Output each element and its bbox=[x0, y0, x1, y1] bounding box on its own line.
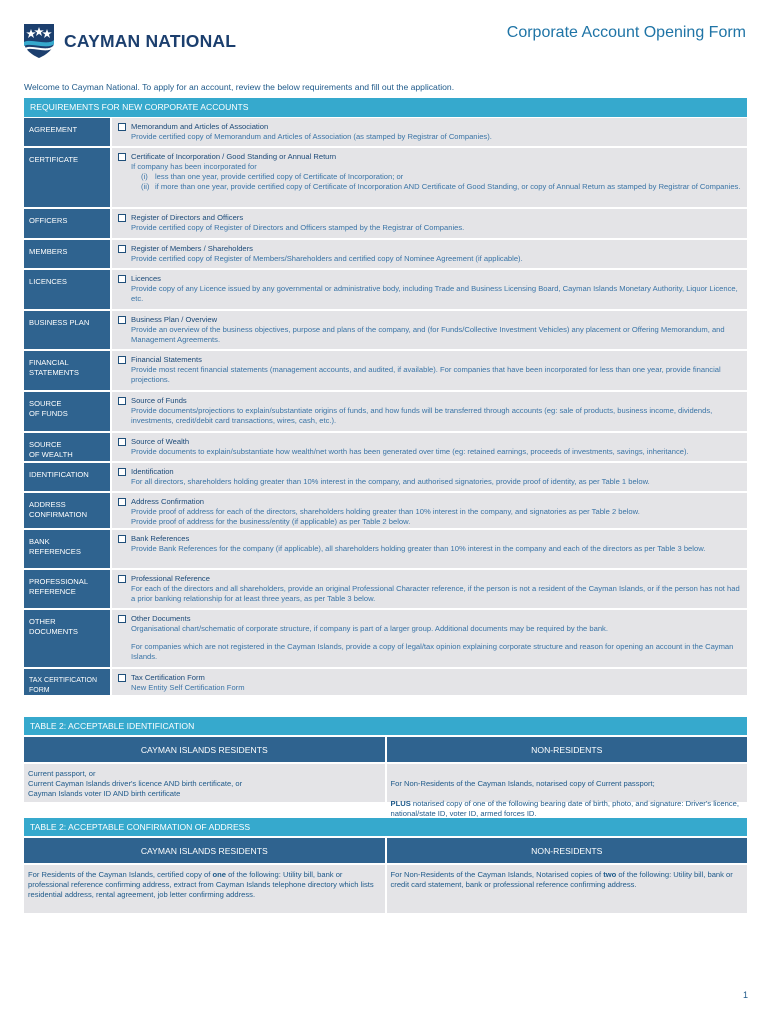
requirement-description: If company has been incorporated for bbox=[131, 162, 257, 171]
requirement-content bbox=[110, 610, 747, 667]
requirement-description: New Entity Self Certification Form bbox=[131, 683, 245, 692]
requirement-label: FINANCIAL STATEMENTS bbox=[24, 351, 110, 390]
requirement-checkbox[interactable] bbox=[118, 275, 126, 283]
requirement-row-licences bbox=[24, 270, 747, 311]
requirement-content bbox=[110, 463, 747, 491]
requirement-description: Provide documents to explain/substantiate how wealth/net worth has been generated over time (eg: retained earnings, proceeds of investments, savings, inheritance). bbox=[131, 447, 689, 456]
requirement-checkbox[interactable] bbox=[118, 674, 126, 682]
plus-emphasis: PLUS bbox=[390, 799, 411, 808]
requirement-row-bank-references bbox=[24, 530, 747, 570]
requirement-content bbox=[110, 148, 747, 207]
requirement-title: Business Plan / Overview bbox=[131, 315, 218, 324]
requirement-checkbox[interactable] bbox=[118, 153, 126, 161]
requirement-label: CERTIFICATE bbox=[24, 148, 110, 207]
cayman-national-logo bbox=[22, 22, 262, 62]
requirement-checkbox[interactable] bbox=[118, 535, 126, 543]
requirement-title: Professional Reference bbox=[131, 574, 210, 583]
requirement-title: Source of Wealth bbox=[131, 437, 190, 446]
requirement-label: IDENTIFICATION bbox=[24, 463, 110, 491]
two-emphasis: two bbox=[603, 870, 617, 879]
non-residents-id-text: For Non-Residents of the Cayman Islands, notarised copy of Current passport; bbox=[390, 779, 655, 788]
requirement-description: Provide an overview of the business objectives, purpose and plans of the company, and (for Funds/Collective Investment Vehicles) any placement or Offering Memorandum, and Management Agreements. bbox=[131, 325, 725, 344]
requirement-row-address-confirmation bbox=[24, 493, 747, 530]
requirement-content bbox=[110, 240, 747, 268]
welcome-text: Welcome to Cayman National. To apply for an account, review the below requirements and fill out the application. bbox=[24, 82, 455, 92]
column-header-non-residents: NON-RESIDENTS bbox=[387, 737, 748, 762]
sub-list-item bbox=[141, 172, 741, 182]
residents-address-text-rest: of the following: Utility bill, bank or professional reference confirming address, extract from Cayman Islands telephone directory which lists residential address, rental agreement, job letter confirming address. bbox=[28, 870, 374, 899]
residents-address-text: For Residents of the Cayman Islands, certified copy of bbox=[28, 870, 213, 879]
residents-address-cell bbox=[24, 865, 385, 913]
address-table-heading: TABLE 2: ACCEPTABLE CONFIRMATION OF ADDRESS bbox=[24, 818, 747, 836]
requirements-table bbox=[24, 118, 747, 697]
requirement-row-other-documents bbox=[24, 610, 747, 669]
requirement-row-source-of-funds bbox=[24, 392, 747, 433]
column-header-residents: CAYMAN ISLANDS RESIDENTS bbox=[24, 737, 385, 762]
requirement-description: Organisational chart/schematic of corporate structure, if company is part of a larger group. Additional documents may be required by the bank. bbox=[131, 624, 608, 633]
requirement-checkbox[interactable] bbox=[118, 498, 126, 506]
requirement-checkbox[interactable] bbox=[118, 468, 126, 476]
non-residents-address-text: For Non-Residents of the Cayman Islands, Notarised copies of bbox=[390, 870, 604, 879]
requirement-title: Source of Funds bbox=[131, 396, 187, 405]
requirement-row-source-of-wealth bbox=[24, 433, 747, 463]
requirement-description: Provide certified copy of Memorandum and Articles of Association (as stamped by Registrar of Companies). bbox=[131, 132, 492, 141]
requirement-title: Bank References bbox=[131, 534, 190, 543]
requirements-heading: REQUIREMENTS FOR NEW CORPORATE ACCOUNTS bbox=[24, 98, 747, 117]
requirement-sub-list bbox=[131, 172, 741, 192]
requirement-title: Licences bbox=[131, 274, 161, 283]
requirement-description-secondary: Provide proof of address for the business/entity (if applicable) as per Table 2 below. bbox=[131, 517, 411, 526]
identification-table-heading: TABLE 2: ACCEPTABLE IDENTIFICATION bbox=[24, 717, 747, 735]
requirement-row-financial-statements bbox=[24, 351, 747, 392]
requirement-row-members bbox=[24, 240, 747, 270]
requirement-content bbox=[110, 209, 747, 238]
requirement-row-tax-certification bbox=[24, 669, 747, 697]
identification-table bbox=[24, 717, 747, 818]
requirement-description: For all directors, shareholders holding greater than 10% interest in the company, and authorised signatories, provide proof of identity, as per Table 1 below. bbox=[131, 477, 650, 486]
non-residents-identification-cell bbox=[387, 764, 748, 818]
sub-item-number: (i) bbox=[141, 172, 148, 181]
requirement-description: Provide proof of address for each of the directors, shareholders holding greater than 10% interest in the company, and signatories as per Table 2 below. bbox=[131, 507, 640, 516]
requirement-row-agreement bbox=[24, 118, 747, 148]
brand-name: CAYMAN NATIONAL bbox=[64, 31, 237, 51]
requirement-title: Identification bbox=[131, 467, 174, 476]
requirement-description: Provide documents/projections to explain/substantiate origins of funds, and how funds will be transferred through accounts (eg: sale of products, business income, dividends, investments, credit/debit card transactions, wires, cash, etc.). bbox=[131, 406, 713, 425]
requirement-title: Other Documents bbox=[131, 614, 191, 623]
requirement-content bbox=[110, 311, 747, 349]
requirement-label: OFFICERS bbox=[24, 209, 110, 238]
requirement-label: SOURCE OF WEALTH bbox=[24, 433, 110, 461]
form-title: Corporate Account Opening Form bbox=[506, 24, 746, 41]
non-residents-id-text-plus: notarised copy of one of the following bearing date of birth, photo, and signature: Driver's licence, national/state ID, voter ID, armed forces ID. bbox=[390, 799, 739, 818]
requirement-checkbox[interactable] bbox=[118, 123, 126, 131]
requirement-content bbox=[110, 493, 747, 528]
requirement-content bbox=[110, 351, 747, 390]
one-emphasis: one bbox=[212, 870, 226, 879]
requirement-row-identification bbox=[24, 463, 747, 493]
requirement-checkbox[interactable] bbox=[118, 316, 126, 324]
requirement-checkbox[interactable] bbox=[118, 356, 126, 364]
page-header bbox=[0, 0, 770, 70]
requirement-title: Register of Members / Shareholders bbox=[131, 244, 253, 253]
requirement-content bbox=[110, 270, 747, 309]
requirement-title: Address Confirmation bbox=[131, 497, 205, 506]
requirement-row-business-plan bbox=[24, 311, 747, 351]
requirement-content bbox=[110, 669, 747, 695]
sub-item-text: if more than one year, provide certified copy of Certificate of Incorporation AND Certificate of Good Standing, or copy of Annual Return as stamped by Registrar of Companies. bbox=[155, 182, 741, 191]
sub-item-text: less than one year, provide certified copy of Certificate of Incorporation; or bbox=[155, 172, 404, 181]
requirement-checkbox[interactable] bbox=[118, 245, 126, 253]
requirement-row-officers bbox=[24, 209, 747, 240]
requirement-checkbox[interactable] bbox=[118, 575, 126, 583]
requirement-label: TAX CERTIFICATION FORM bbox=[24, 669, 110, 695]
requirement-label: BUSINESS PLAN bbox=[24, 311, 110, 349]
shield-stars-icon bbox=[22, 22, 56, 60]
requirement-content bbox=[110, 392, 747, 431]
requirement-row-professional-reference bbox=[24, 570, 747, 610]
requirement-content bbox=[110, 118, 747, 146]
requirement-description-secondary: For companies which are not registered in the Cayman Islands, provide a copy of legal/tax opinion explaining corporate structure and reason for opening an account in the Cayman Islands. bbox=[131, 642, 734, 661]
requirement-content bbox=[110, 530, 747, 568]
requirement-label: BANK REFERENCES bbox=[24, 530, 110, 568]
address-table bbox=[24, 818, 747, 913]
requirement-checkbox[interactable] bbox=[118, 397, 126, 405]
non-residents-address-text-rest: of the following: Utility bill, bank or credit card statement, bank or professional reference confirming address. bbox=[390, 870, 733, 889]
requirement-title: Memorandum and Articles of Association bbox=[131, 122, 269, 131]
requirement-checkbox[interactable] bbox=[118, 438, 126, 446]
column-header-non-residents: NON-RESIDENTS bbox=[387, 838, 748, 863]
requirement-label: MEMBERS bbox=[24, 240, 110, 268]
requirement-label: LICENCES bbox=[24, 270, 110, 309]
requirement-title: Tax Certification Form bbox=[131, 673, 205, 682]
requirement-description: Provide most recent financial statements (management accounts, and audited, if available). For companies that have been incorporated for less than one year, provide financial projections. bbox=[131, 365, 721, 384]
requirement-description: Provide certified copy of Register of Directors and Officers stamped by the Registrar of Companies. bbox=[131, 223, 465, 232]
requirement-checkbox[interactable] bbox=[118, 214, 126, 222]
sub-item-number: (ii) bbox=[141, 182, 150, 191]
requirement-label: ADDRESS CONFIRMATION bbox=[24, 493, 110, 528]
requirement-description: Provide Bank References for the company (if applicable), all shareholders holding greater than 10% interest in the company and each of the directors as per Table 3 below. bbox=[131, 544, 706, 553]
non-residents-address-cell bbox=[387, 865, 748, 913]
requirement-description: Provide copy of any Licence issued by any governmental or administrative body, including Trade and Business Licensing Board, Cayman Islands Monetary Authority, Liquor Licence, etc. bbox=[131, 284, 738, 303]
requirement-content bbox=[110, 570, 747, 608]
requirement-description: For each of the directors and all shareholders, provide an original Professional Character reference, if the person is not a resident of the Cayman Islands, or if the person has not had a prior banking relationship for at least three years, as per Table 3 below. bbox=[131, 584, 740, 603]
requirement-description: Provide certified copy of Register of Members/Shareholders and certified copy of Nominee Agreement (if applicable). bbox=[131, 254, 523, 263]
residents-identification-cell: Current passport, or Current Cayman Islands driver's licence AND birth certificate, or Cayman Islands voter ID AND birth certificate bbox=[24, 764, 385, 802]
requirement-label: AGREEMENT bbox=[24, 118, 110, 146]
requirement-label: PROFESSIONAL REFERENCE bbox=[24, 570, 110, 608]
requirement-row-certificate bbox=[24, 148, 747, 209]
requirement-title: Financial Statements bbox=[131, 355, 202, 364]
requirement-checkbox[interactable] bbox=[118, 615, 126, 623]
requirement-title: Register of Directors and Officers bbox=[131, 213, 244, 222]
column-header-residents: CAYMAN ISLANDS RESIDENTS bbox=[24, 838, 385, 863]
sub-list-item bbox=[141, 182, 741, 192]
requirement-content bbox=[110, 433, 747, 461]
requirement-label: SOURCE OF FUNDS bbox=[24, 392, 110, 431]
requirement-title: Certificate of Incorporation / Good Standing or Annual Return bbox=[131, 152, 337, 161]
requirement-label: OTHER DOCUMENTS bbox=[24, 610, 110, 667]
page-number: 1 bbox=[742, 990, 748, 1000]
